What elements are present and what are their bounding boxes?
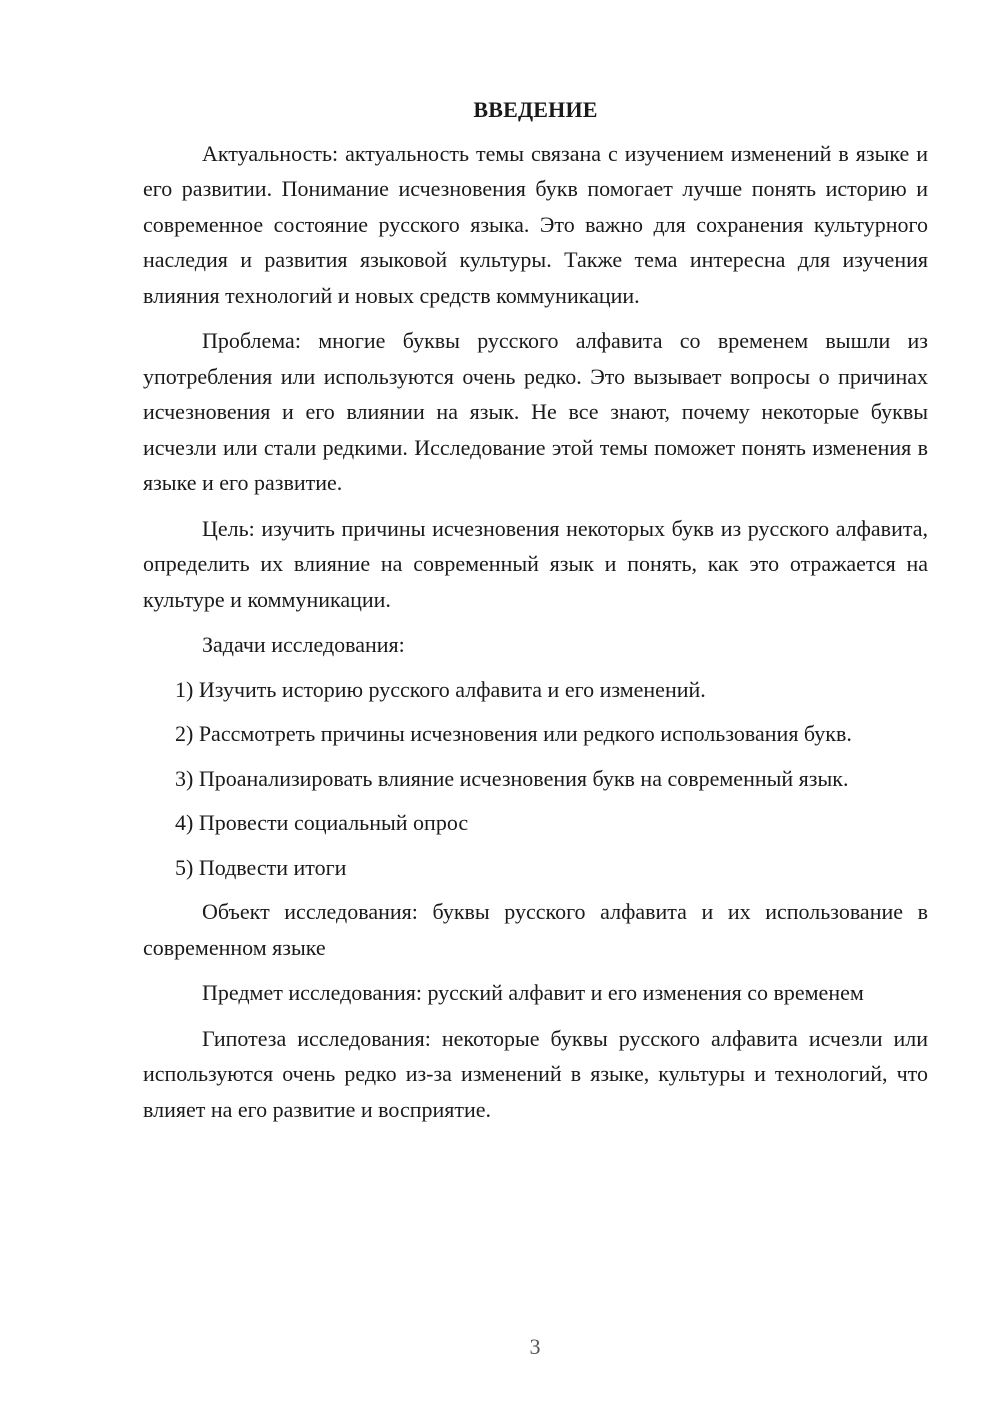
task-item-1: 1) Изучить историю русского алфавита и его изменений.: [175, 676, 706, 702]
paragraph-hypothesis: Гипотеза исследования: некоторые буквы русского алфавита исчезли или используются очень редко из-за изменений в языке, культуры и технологий, что влияет на его развитие и восприятие.: [143, 1025, 928, 1122]
tasks-heading: Задачи исследования:: [202, 632, 405, 657]
page-number: 3: [529, 1334, 541, 1359]
task-item-4: 4) Провести социальный опрос: [175, 810, 469, 835]
paragraph-object: Объект исследования: буквы русского алфавита и их использование в современном языке: [143, 899, 928, 960]
paragraph-relevance: Актуальность: актуальность темы связана с изучением изменений в языке и его развитии. Понимание исчезновения букв помогает лучше понять историю и современное состояние русского языка. Это важно для сохранения культурного наследия и развития языковой культуры. Также тема интересна для изучения влияния технологий и новых средств коммуникации.: [143, 140, 928, 308]
document-page: [143, 92, 928, 1137]
section-title: ВВЕДЕНИЕ: [473, 97, 598, 122]
task-item-5: 5) Подвести итоги: [175, 854, 347, 880]
task-item-3: 3) Проанализировать влияние исчезновения букв на современный язык.: [175, 765, 849, 791]
paragraph-goal: Цель: изучить причины исчезновения некоторых букв из русского алфавита, определить их влияние на современный язык и понять, как это отражается на культуре и коммуникации.: [143, 515, 928, 612]
paragraph-problem: Проблема: многие буквы русского алфавита со временем вышли из употребления или используются очень редко. Это вызывает вопросы о причинах исчезновения и его влиянии на язык. Не все знают, почему некоторые буквы исчезли или стали редкими. Исследование этой темы поможет понять изменения в языке и его развитие.: [143, 328, 928, 495]
paragraph-subject: Предмет исследования: русский алфавит и его изменения со временем: [202, 980, 864, 1005]
task-item-2: 2) Рассмотреть причины исчезновения или редкого использования букв.: [175, 721, 852, 746]
